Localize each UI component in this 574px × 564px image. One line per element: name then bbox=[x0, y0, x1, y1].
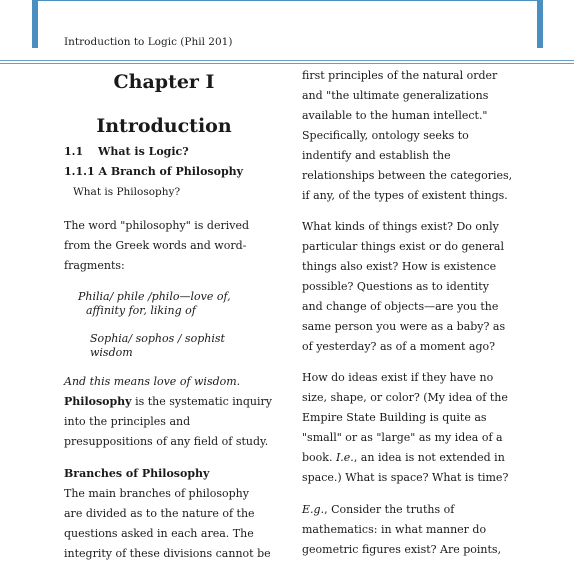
para-line: relationships between the categories, bbox=[302, 169, 513, 182]
header-rule bbox=[0, 60, 574, 61]
para-line: from the Greek words and word- bbox=[64, 239, 247, 252]
para-line: fragments: bbox=[64, 259, 125, 272]
para-line: presuppositions of any field of study. bbox=[64, 435, 269, 448]
para-line: possible? Questions as to identity bbox=[302, 280, 489, 293]
para-line: mathematics: in what manner do bbox=[302, 523, 487, 536]
para-line: "small" or as "large" as my idea of a bbox=[302, 431, 503, 444]
section-number: 1.1 bbox=[64, 145, 84, 158]
philosophy-term: Philosophy bbox=[64, 395, 132, 408]
question-line: What is Philosophy? bbox=[73, 186, 181, 198]
para-line: of yesterday? as of a moment ago? bbox=[302, 340, 496, 353]
para-line: The word "philosophy" is derived bbox=[64, 219, 250, 232]
para-line: available to the human intellect." bbox=[302, 109, 488, 122]
section-title: What is Logic? bbox=[98, 145, 189, 158]
branches-heading: Branches of Philosophy bbox=[64, 467, 210, 480]
chapter-title: Introduction bbox=[96, 115, 232, 137]
subsection-heading: 1.1.1 A Branch of Philosophy bbox=[64, 165, 244, 178]
ie-line bbox=[302, 448, 517, 468]
greek-term-sophia-gloss: wisdom bbox=[90, 346, 133, 359]
para-line: are divided as to the nature of the bbox=[64, 507, 255, 520]
greek-term-sophia: Sophia/ sophos / sophist bbox=[90, 332, 225, 345]
para-line: things also exist? How is existence bbox=[302, 260, 497, 273]
page-top-border bbox=[32, 0, 543, 1]
para-line: Specifically, ontology seeks to bbox=[302, 129, 469, 142]
ie-abbrev: I.e. bbox=[335, 451, 354, 464]
para-line: indentify and establish the bbox=[302, 149, 451, 162]
left-column bbox=[64, 66, 279, 564]
ie-post: , an idea is not extended in bbox=[353, 451, 505, 464]
para-line: size, shape, or color? (My idea of the bbox=[302, 391, 508, 404]
left-margin-bar bbox=[32, 0, 38, 48]
para-line: How do ideas exist if they have no bbox=[302, 371, 494, 384]
para-line: if any, of the types of existent things. bbox=[302, 189, 508, 202]
right-margin-bar bbox=[537, 0, 543, 48]
header-rule-secondary bbox=[0, 63, 574, 64]
ie-pre: book. bbox=[302, 451, 336, 464]
para-line: space.) What is space? What is time? bbox=[302, 471, 509, 484]
para-line: integrity of these divisions cannot be bbox=[64, 547, 271, 560]
meaning-line: And this means love of wisdom. bbox=[64, 375, 241, 388]
greek-term-philia-gloss: affinity for, liking of bbox=[86, 304, 196, 317]
eg-abbrev: E.g. bbox=[302, 503, 325, 516]
para-line: The main branches of philosophy bbox=[64, 487, 249, 500]
para-line: and change of objects—are you the bbox=[302, 300, 499, 313]
philosophy-def-text: is the systematic inquiry bbox=[131, 395, 272, 408]
running-header: Introduction to Logic (Phil 201) bbox=[64, 36, 233, 48]
philosophy-definition bbox=[64, 392, 279, 412]
para-line: questions asked in each area. The bbox=[64, 527, 254, 540]
chapter-label: Chapter I bbox=[113, 71, 215, 93]
para-line: Empire State Building is quite as bbox=[302, 411, 487, 424]
eg-rest: , Consider the truths of bbox=[324, 503, 455, 516]
para-line: first principles of the natural order bbox=[302, 69, 498, 82]
section-heading bbox=[64, 142, 279, 162]
eg-line bbox=[302, 500, 517, 520]
para-line: What kinds of things exist? Do only bbox=[302, 220, 499, 233]
para-line: into the principles and bbox=[64, 415, 191, 428]
para-line: and "the ultimate generalizations bbox=[302, 89, 489, 102]
para-line: same person you were as a baby? as bbox=[302, 320, 506, 333]
para-line: particular things exist or do general bbox=[302, 240, 504, 253]
para-line: geometric figures exist? Are points, bbox=[302, 543, 502, 556]
right-column bbox=[302, 66, 517, 560]
greek-term-philia: Philia/ phile /philo—love of, bbox=[78, 290, 231, 303]
